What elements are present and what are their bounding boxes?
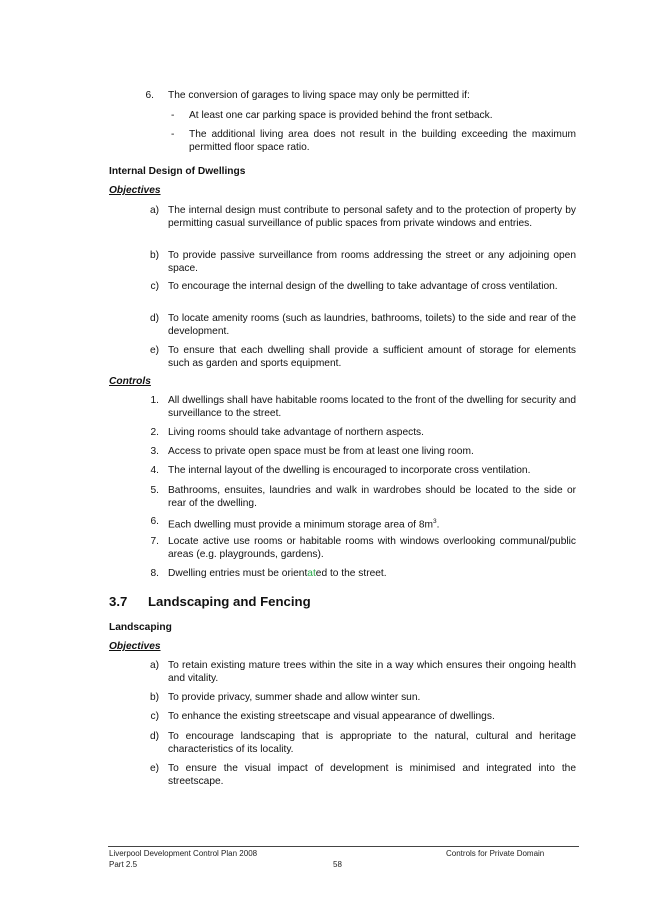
landscaping-objectives-heading: Objectives (109, 641, 161, 652)
landscaping-objective-d-mark: d) (149, 731, 159, 742)
control-1-number: 1. (150, 395, 159, 406)
control-2-number: 2. (150, 427, 159, 438)
control-8-pre: Dwelling entries must be orient (168, 568, 308, 579)
control-7-number: 7. (150, 536, 159, 547)
internal-objective-c-mark: c) (150, 281, 159, 292)
control-6-text (168, 516, 576, 532)
control-3-text: Access to private open space must be from at least one living room. (168, 446, 474, 457)
control-6-number: 6. (150, 516, 159, 527)
internal-objective-a-mark: a) (149, 205, 159, 216)
internal-objective-d-text: To locate amenity rooms (such as laundries, bathrooms, toilets) to the side and rear of the development. (168, 313, 576, 337)
internal-objective-e-mark: e) (149, 345, 159, 356)
control-8-accent: at (307, 568, 316, 579)
garage-item-text: The conversion of garages to living space may only be permitted if: (168, 90, 470, 101)
control-4-number: 4. (150, 465, 159, 476)
landscaping-objective-c-text: To enhance the existing streetscape and visual appearance of dwellings. (168, 711, 495, 722)
landscaping-objective-d-text: To encourage landscaping that is appropriate to the natural, cultural and heritage characteristics of its locality. (168, 731, 576, 755)
internal-design-objectives-heading: Objectives (109, 185, 161, 196)
footer-part: Part 2.5 (109, 860, 138, 869)
control-8-number: 8. (150, 568, 159, 579)
control-1-text: All dwellings shall have habitable rooms located to the front of the dwelling for security and surveillance to the street. (168, 395, 576, 419)
control-8-text (168, 568, 576, 581)
control-5-text: Bathrooms, ensuites, laundries and walk in wardrobes should be located to the side or rear of the dwelling. (168, 485, 576, 509)
control-6-superscript: 3 (433, 518, 437, 525)
landscaping-objective-a-text: To retain existing mature trees within the site in a way which ensures their ongoing health and vitality. (168, 660, 576, 684)
landscaping-objective-e-mark: e) (149, 763, 159, 774)
control-6-tail: . (436, 519, 440, 531)
landscaping-objective-e-text: To ensure the visual impact of development is minimised and integrated into the streetscape. (168, 763, 576, 787)
internal-objective-d-mark: d) (149, 313, 159, 324)
section-number: 3.7 (109, 594, 128, 609)
internal-design-controls-heading: Controls (109, 376, 151, 387)
garage-bullet-2-mark: - (171, 129, 175, 140)
control-6-main: Each dwelling must provide a minimum storage area of 8m (168, 519, 433, 531)
control-5-number: 5. (150, 485, 159, 496)
internal-objective-a-text: The internal design must contribute to personal safety and to the protection of property by permitting casual surveillance of public spaces from private windows and entries. (168, 205, 576, 229)
internal-objective-c-text: To encourage the internal design of the dwelling to take advantage of cross ventilation. (168, 281, 558, 292)
garage-bullet-2-text: The additional living area does not result in the building exceeding the maximum permitted floor space ratio. (189, 129, 576, 153)
footer-doc-title: Liverpool Development Control Plan 2008 (109, 849, 258, 858)
control-3-number: 3. (150, 446, 159, 457)
internal-objective-b-text: To provide passive surveillance from rooms addressing the street or any adjoining open space. (168, 250, 576, 274)
landscaping-objective-c-mark: c) (150, 711, 159, 722)
control-8-post: ed to the street. (315, 568, 387, 579)
internal-objective-e-text: To ensure that each dwelling shall provide a sufficient amount of storage for elements such as garden and sports equipment. (168, 345, 576, 369)
landscaping-objective-a-mark: a) (149, 660, 159, 671)
footer-divider (108, 846, 579, 847)
garage-item-number: 6. (145, 90, 154, 101)
landscaping-objective-b-mark: b) (149, 692, 159, 703)
landscaping-objective-b-text: To provide privacy, summer shade and allow winter sun. (168, 692, 421, 703)
garage-bullet-1-text: At least one car parking space is provided behind the front setback. (189, 110, 493, 121)
control-7-text: Locate active use rooms or habitable rooms with windows overlooking communal/public areas (e.g. playgrounds, gardens). (168, 536, 576, 560)
control-2-text: Living rooms should take advantage of northern aspects. (168, 427, 424, 438)
internal-objective-b-mark: b) (149, 250, 159, 261)
section-title: Landscaping and Fencing (148, 594, 311, 609)
internal-design-heading: Internal Design of Dwellings (109, 166, 246, 177)
footer-page-number: 58 (333, 860, 342, 869)
control-4-text: The internal layout of the dwelling is encouraged to incorporate cross ventilation. (168, 465, 531, 476)
footer-section-name: Controls for Private Domain (446, 849, 545, 858)
garage-bullet-1-mark: - (171, 110, 175, 121)
landscaping-heading: Landscaping (109, 622, 172, 633)
